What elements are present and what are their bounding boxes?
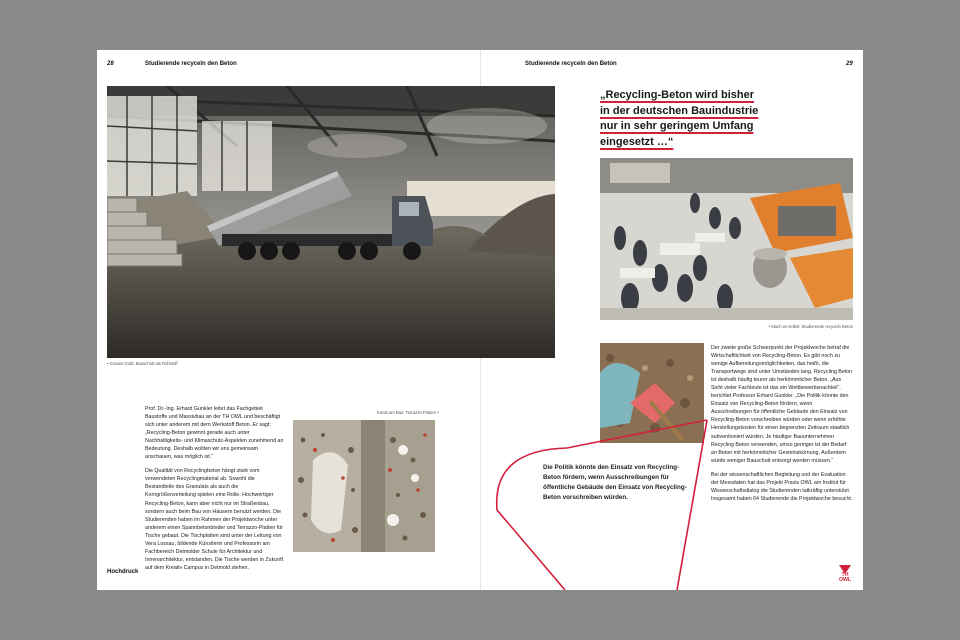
terrazzo-slab-photo <box>293 420 435 552</box>
main-photo-caption: • Graues Gold: Bauschutt als Rohstoff <box>107 361 178 366</box>
th-owl-logo <box>835 562 855 582</box>
callout-text: Die Politik könnte den Einsatz von Recycling-Beton fördern, wenn Ausschreibungen für öffentliche Gebäude den Einsatz von Recycling-Beton vorschreiben würden. <box>543 464 687 501</box>
right-paragraph-2: Bei der wissenschaftlichen Begleitung und der Evaluation der Messdaten hat das Projekt Praxis OWL am Institut für Wissenschaftsdialog die Studierenden tatkräftig unterstützt. Insgesamt haben 64 Studierende die Projektwoche besucht. <box>711 471 853 502</box>
inset-photo-caption: Kunst am Bau: Terrazzo-Platten • <box>377 410 439 415</box>
left-body-text <box>145 405 285 578</box>
pull-quote-line-1: „Recycling-Beton wird bisher <box>600 89 755 101</box>
magazine-spread <box>97 50 863 590</box>
logo-text: TH OWL <box>838 572 852 583</box>
pull-quote-line-2: in der deutschen Bauindustrie <box>600 104 759 117</box>
students-workshop-photo <box>600 158 853 320</box>
right-paragraph-1: Der zweite große Schwerpunkt der Projektwoche betraf die Wirtschaftlichkeit von Recycling-Beton. Es gibt noch zu wenige Aufbereitungsmöglichkeiten, das heißt, die Transportwege sind unter Umständen lang. Recycling Beton ist deshalb häufig teurer als herkömmlicher Beton. „Aus Sicht vieler Fachleute ist das ein Wettbewerbsnachteil“, berichtet Professor Erhard Gunkler. „Die Politik könnte den Einsatz von Recycling-Beton fördern, wenn Ausschreibungen für öffentliche Gebäude den Einsatz von Recycling-Beton vorschreiben würden oder wenn erhöhte Herstellungskosten für einen begrenzten Zeitraum staatlich subventioniert würden. Je häufiger Bauunternehmen Recycling Beton verwenden, umso geringer ist der Bedarf an Beton mit herkömmlicher Gesteinskörnung. Außerdem würde weniger Bauschutt entsorgt werden müssen.“ <box>711 345 853 464</box>
right-running-head: Studierende recyceln den Beton <box>525 61 617 67</box>
pull-quote <box>600 88 790 150</box>
right-page-number: 29 <box>846 61 853 67</box>
truck-dumping-rubble-photo <box>107 86 555 358</box>
left-paragraph-1: Prof. Dr.-Ing. Erhard Gunkler leitet das Fachgebiet Baustoffe und Massivbau an der TH OWL und beschäftigt sich unter anderem mit dem Werkstoff Beton. Er sagt: „Recycling-Beton gewinnt gerade auch unter Nachhaltigkeits- und Klimaschutz-Aspekten zunehmend an Bedeutung. Deshalb wollten wir uns gemeinsam anschauen, was möglich ist.“ <box>145 406 284 461</box>
left-page-number: 28 <box>107 61 114 67</box>
footer-publication-name: Hochdruck <box>107 569 139 575</box>
shovel-granulate-photo <box>600 343 704 443</box>
right-body-text <box>711 344 853 509</box>
left-running-head: Studierende recyceln den Beton <box>145 61 237 67</box>
pull-quote-line-4: eingesetzt …“ <box>600 135 674 148</box>
pull-quote-line-3: nur in sehr geringem Umfang <box>600 120 754 132</box>
workshop-photo-caption: • Mach es selbst: Studierende recyceln Beton <box>768 324 853 329</box>
left-paragraph-2: Die Qualität von Recyclingbeton hängt stark vom verwendeten Recyclingmaterial ab. Sowohl die Bestandteile des Granulats als auch die Korngrößenverteilung spielen eine Rolle. Hochwertiger Recycling-Beton, kann aber nicht nur im Straßenbau, sondern auch beim Bau von Häusern benutzt werden. Die Studierenden haben im Rahmen der Projektwoche unter anderem einen Spannbetonbinder und Terrazzo-Platten für Tische gebaut. Die Tischplatten sind unter der Leitung von Vera Lossau, bildende Künstlerin und Professorin am Fachbereich Detmolder Schule für Architektur und Innenarchitektur, entstanden. Die Tische werden in Zukunft auf dem Kreativ Campus in Detmold stehen. <box>145 468 284 571</box>
